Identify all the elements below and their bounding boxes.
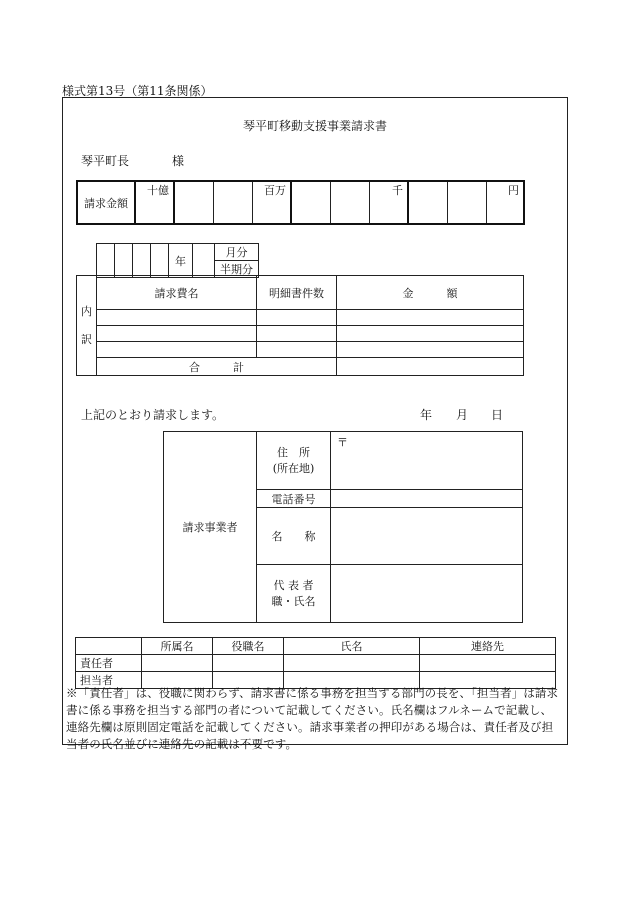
table-cell[interactable] (97, 342, 257, 358)
year-digit[interactable] (97, 244, 115, 278)
amount-digit[interactable] (447, 181, 486, 224)
table-cell[interactable] (142, 655, 213, 672)
phone-label: 電話番号 (257, 490, 331, 508)
header-amount: 金 額 (337, 276, 524, 310)
date-year: 年 (420, 408, 433, 422)
rep-label-sub: 職・氏名 (271, 594, 316, 608)
address-label (257, 432, 331, 490)
header-full-name: 氏名 (284, 638, 420, 655)
amount-unit-billion: 十億 (135, 181, 174, 224)
amount-table (76, 180, 525, 225)
amount-unit-thousand: 千 (369, 181, 408, 224)
row-label-responsible: 責任者 (76, 655, 142, 672)
contacts-header-blank (76, 638, 142, 655)
representative-label (257, 565, 331, 623)
representative-field[interactable] (331, 565, 523, 623)
table-cell[interactable] (257, 326, 337, 342)
side-label-bottom: 訳 (81, 332, 92, 346)
total-label: 合 計 (97, 358, 337, 376)
form-number: 様式第13号（第11条関係） (62, 84, 213, 98)
addressee-suffix: 様 (172, 154, 185, 168)
amount-unit-million: 百万 (252, 181, 291, 224)
date-month: 月 (456, 408, 469, 422)
year-digit[interactable] (151, 244, 169, 278)
table-cell[interactable] (97, 326, 257, 342)
rep-label-main: 代 表 者 (273, 578, 314, 592)
amount-digit[interactable] (291, 181, 330, 224)
table-cell[interactable] (257, 310, 337, 326)
note-text: ※「責任者」は、役職に関わらず、請求書に係る事務を担当する部門の長を、「担当者」は請求書に係る事務を担当する部門の者について記載してください。氏名欄はフルネームで記載し、連絡先欄は原則固定電話を記載してください。請求事業者の押印がある場合は、責任者及び担当者の氏名並びに連絡先の記載は不要です。 (66, 686, 559, 751)
address-label-sub: (所在地) (272, 461, 315, 475)
name-label: 名 称 (257, 508, 331, 565)
header-claim-name: 請求費名 (97, 276, 257, 310)
amount-unit-yen: 円 (486, 181, 524, 224)
phone-field[interactable] (331, 490, 523, 508)
address-label-main: 住 所 (277, 445, 310, 459)
claimant-label: 請求事業者 (164, 432, 257, 623)
header-contact: 連絡先 (420, 638, 556, 655)
amount-digit[interactable] (174, 181, 213, 224)
table-cell[interactable] (97, 310, 257, 326)
amount-digit[interactable] (213, 181, 252, 224)
header-department: 所属名 (142, 638, 213, 655)
year-digit[interactable] (133, 244, 151, 278)
table-cell[interactable] (337, 310, 524, 326)
table-cell[interactable] (337, 326, 524, 342)
row-label-staff: 担当者 (76, 672, 142, 689)
statement: 上記のとおり請求します。 (81, 408, 225, 422)
year-label: 年 (169, 244, 193, 278)
addressee: 琴平町長 (81, 154, 130, 168)
amount-label: 請求金額 (77, 181, 135, 224)
month-digit[interactable] (193, 244, 215, 278)
breakdown-side-label (77, 276, 97, 376)
side-label-top: 内 (81, 304, 92, 318)
claimant-table (163, 431, 523, 623)
total-amount-cell[interactable] (337, 358, 524, 376)
monthly-label: 月分 (215, 244, 259, 261)
contacts-table (75, 637, 556, 689)
amount-digit[interactable] (330, 181, 369, 224)
header-position: 役職名 (213, 638, 284, 655)
breakdown-table (76, 275, 524, 376)
header-statement-count: 明細書件数 (257, 276, 337, 310)
period-table (96, 243, 259, 278)
table-cell[interactable] (284, 655, 420, 672)
table-cell[interactable] (337, 342, 524, 358)
half-period-label: 半期分 (215, 261, 259, 278)
table-cell[interactable] (257, 342, 337, 358)
year-digit[interactable] (115, 244, 133, 278)
table-cell[interactable] (213, 655, 284, 672)
table-cell[interactable] (420, 655, 556, 672)
address-field[interactable] (331, 432, 523, 490)
form-title: 琴平町移動支援事業請求書 (242, 119, 387, 133)
date-day: 日 (491, 408, 504, 422)
name-field[interactable] (331, 508, 523, 565)
amount-digit[interactable] (408, 181, 447, 224)
postal-mark: 〒 (337, 436, 348, 449)
